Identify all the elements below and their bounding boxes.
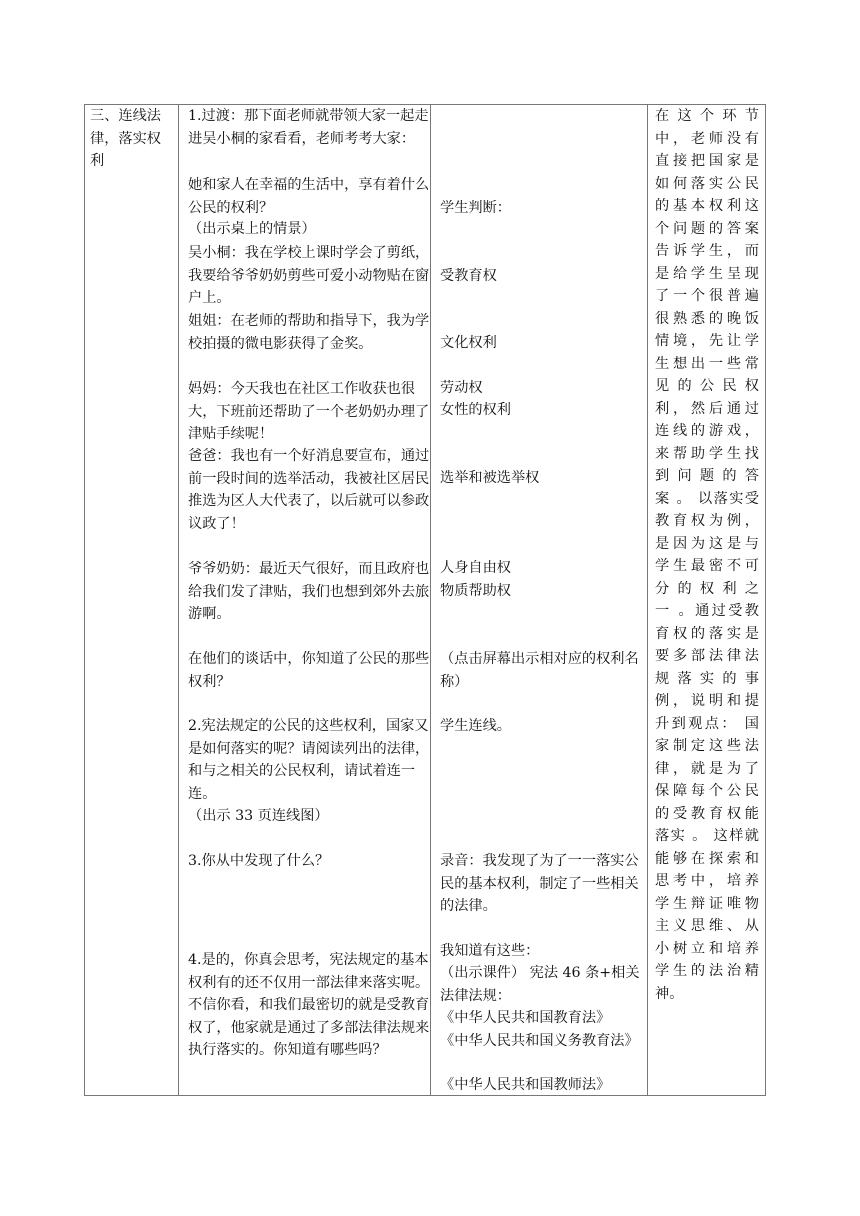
section-title: 三、连线法律，落实权利 [90, 108, 161, 169]
design-line: 的基本权利这 [655, 198, 759, 214]
column-divider [430, 105, 431, 1095]
dialogue-grandparents: 爷爷奶奶：最近天气很好，而且政府也给我们发了津贴，我们也想到郊外去旅游啊。 [188, 561, 430, 622]
design-line: 情境，先让学 [655, 333, 759, 349]
design-line: 律，就是为了 [655, 760, 759, 777]
design-line: 升到观点： 国 [655, 715, 759, 732]
design-line: 连线的游戏， [655, 423, 759, 439]
courseware-note: （出示课件） 宪法 46 条+相关法律法规： [440, 965, 640, 1004]
design-line: 育权的落实是 [655, 625, 759, 642]
design-line: 思考中，培养 [655, 873, 759, 889]
design-line: 保障每个公民 [655, 783, 759, 799]
design-line: 利，然后通过 [655, 400, 759, 417]
right-election: 选举和被选举权 [440, 470, 540, 486]
design-line: 中，老师没有 [655, 130, 759, 147]
design-line: 很熟悉的晚饭 [655, 310, 759, 327]
activity-note: （出示桌上的情景） [188, 221, 316, 237]
screen-click-note: （点击屏幕出示相对应的权利名称） [440, 651, 639, 690]
dialogue-sister: 姐姐：在老师的帮助和指导下，我为学校拍摄的微电影获得了金奖。 [188, 313, 430, 352]
activity-step-3: 3.你从中发现了什么？ [188, 853, 330, 869]
design-line: 分 的 权 利 之 [655, 580, 759, 597]
design-line: 了一个很普遍 [655, 288, 759, 304]
activity-step-2: 2.宪法规定的公民的这些权利，国家又是如何落实的呢？请阅读列出的法律，和与之相关的公民权利，请试着连一连。 [188, 718, 430, 802]
design-line: 见 的 公 民 权 [655, 378, 759, 394]
design-line: 落实 。 这样就 [655, 828, 759, 844]
design-line: 案 。 以落实受 [655, 490, 759, 507]
design-line: 是因为这是与 [655, 535, 759, 552]
design-intent-cell [655, 105, 759, 1005]
column-divider [178, 105, 179, 1095]
design-line: 主义思维、从 [655, 918, 759, 934]
design-line: 学生的法治精 [655, 963, 759, 979]
design-line: 个问题的答案 [655, 220, 759, 237]
design-line: 一 。通过受教 [655, 603, 759, 619]
law-compulsory-education: 《中华人民共和国义务教育法》 [440, 1033, 639, 1049]
activity-step-1: 1.过渡：那下面老师就带领大家一起走进吴小桐的家看看，老师考考大家： [188, 108, 429, 147]
student-matching: 学生连线。 [440, 718, 511, 734]
right-education: 受教育权 [440, 268, 497, 284]
law-teachers: 《中华人民共和国教师法》 [440, 1077, 611, 1093]
right-culture: 文化权利 [440, 335, 497, 351]
student-answer: 我知道有这些： [440, 943, 540, 959]
design-line: 如何落实公民 [655, 175, 759, 192]
dialogue-mother: 妈妈：今天我也在社区工作收获也很大，下班前还帮助了一个老奶奶办理了津贴手续呢！ [188, 381, 430, 442]
recording-text: 录音：我发现了为了一一落实公民的基本权利，制定了一些相关的法律。 [440, 853, 639, 914]
design-line: 生想出一些常 [655, 355, 759, 372]
lesson-plan-table [84, 104, 766, 1096]
column-divider [647, 105, 648, 1095]
activity-note-diagram: （出示 33 页连线图） [188, 808, 329, 824]
right-personal-freedom: 人身自由权 [440, 560, 511, 576]
student-judgement: 学生判断： [440, 200, 511, 216]
design-line: 小树立和培养 [655, 940, 759, 957]
design-line: 能够在探索和 [655, 850, 759, 867]
right-women: 女性的权利 [440, 402, 511, 418]
design-line: 学生最密不可 [655, 558, 759, 574]
design-line: 教育权为例， [655, 513, 759, 529]
right-material-assistance: 物质帮助权 [440, 583, 511, 599]
design-line: 是给学生呈现 [655, 265, 759, 282]
activity-question: 她和家人在幸福的生活中，享有着什么公民的权利？ [188, 177, 430, 216]
dialogue-father: 爸爸：我也有一个好消息要宣布，通过前一段时间的选举活动，我被社区居民推选为区人大代表了，以后就可以参政议政了！ [188, 448, 430, 532]
design-line: 例，说明和提 [655, 693, 759, 709]
design-line: 在 这 个 环 节 [655, 108, 759, 124]
design-line: 直接把国家是 [655, 153, 759, 169]
right-labor: 劳动权 [440, 380, 483, 396]
design-line: 的受教育权能 [655, 805, 759, 822]
design-line: 告诉学生，而 [655, 243, 759, 259]
design-line: 要多部法律法 [655, 648, 759, 664]
design-line: 来帮助学生找 [655, 445, 759, 462]
design-line: 家制定这些法 [655, 738, 759, 754]
law-education: 《中华人民共和国教育法》 [440, 1010, 611, 1026]
design-line: 神。 [655, 985, 684, 1002]
design-line: 到 问 题 的 答 [655, 468, 759, 484]
dialogue-wu-xiaotong: 吴小桐：我在学校上课时学会了剪纸，我要给爷爷奶奶剪些可爱小动物贴在窗户上。 [188, 245, 430, 306]
activity-step-4: 4.是的，你真会思考，宪法规定的基本权利有的还不仅用一部法律来落实呢。不信你看，和我们最密切的就是受教育权了，他家就是通过了多部法律法规来执行落实的。你知道有哪些吗？ [188, 952, 430, 1058]
activity-question-rights: 在他们的谈话中，你知道了公民的那些权利？ [188, 651, 430, 690]
design-line: 规 落 实 的 事 [655, 670, 759, 687]
design-line: 学生辩证唯物 [655, 895, 759, 912]
